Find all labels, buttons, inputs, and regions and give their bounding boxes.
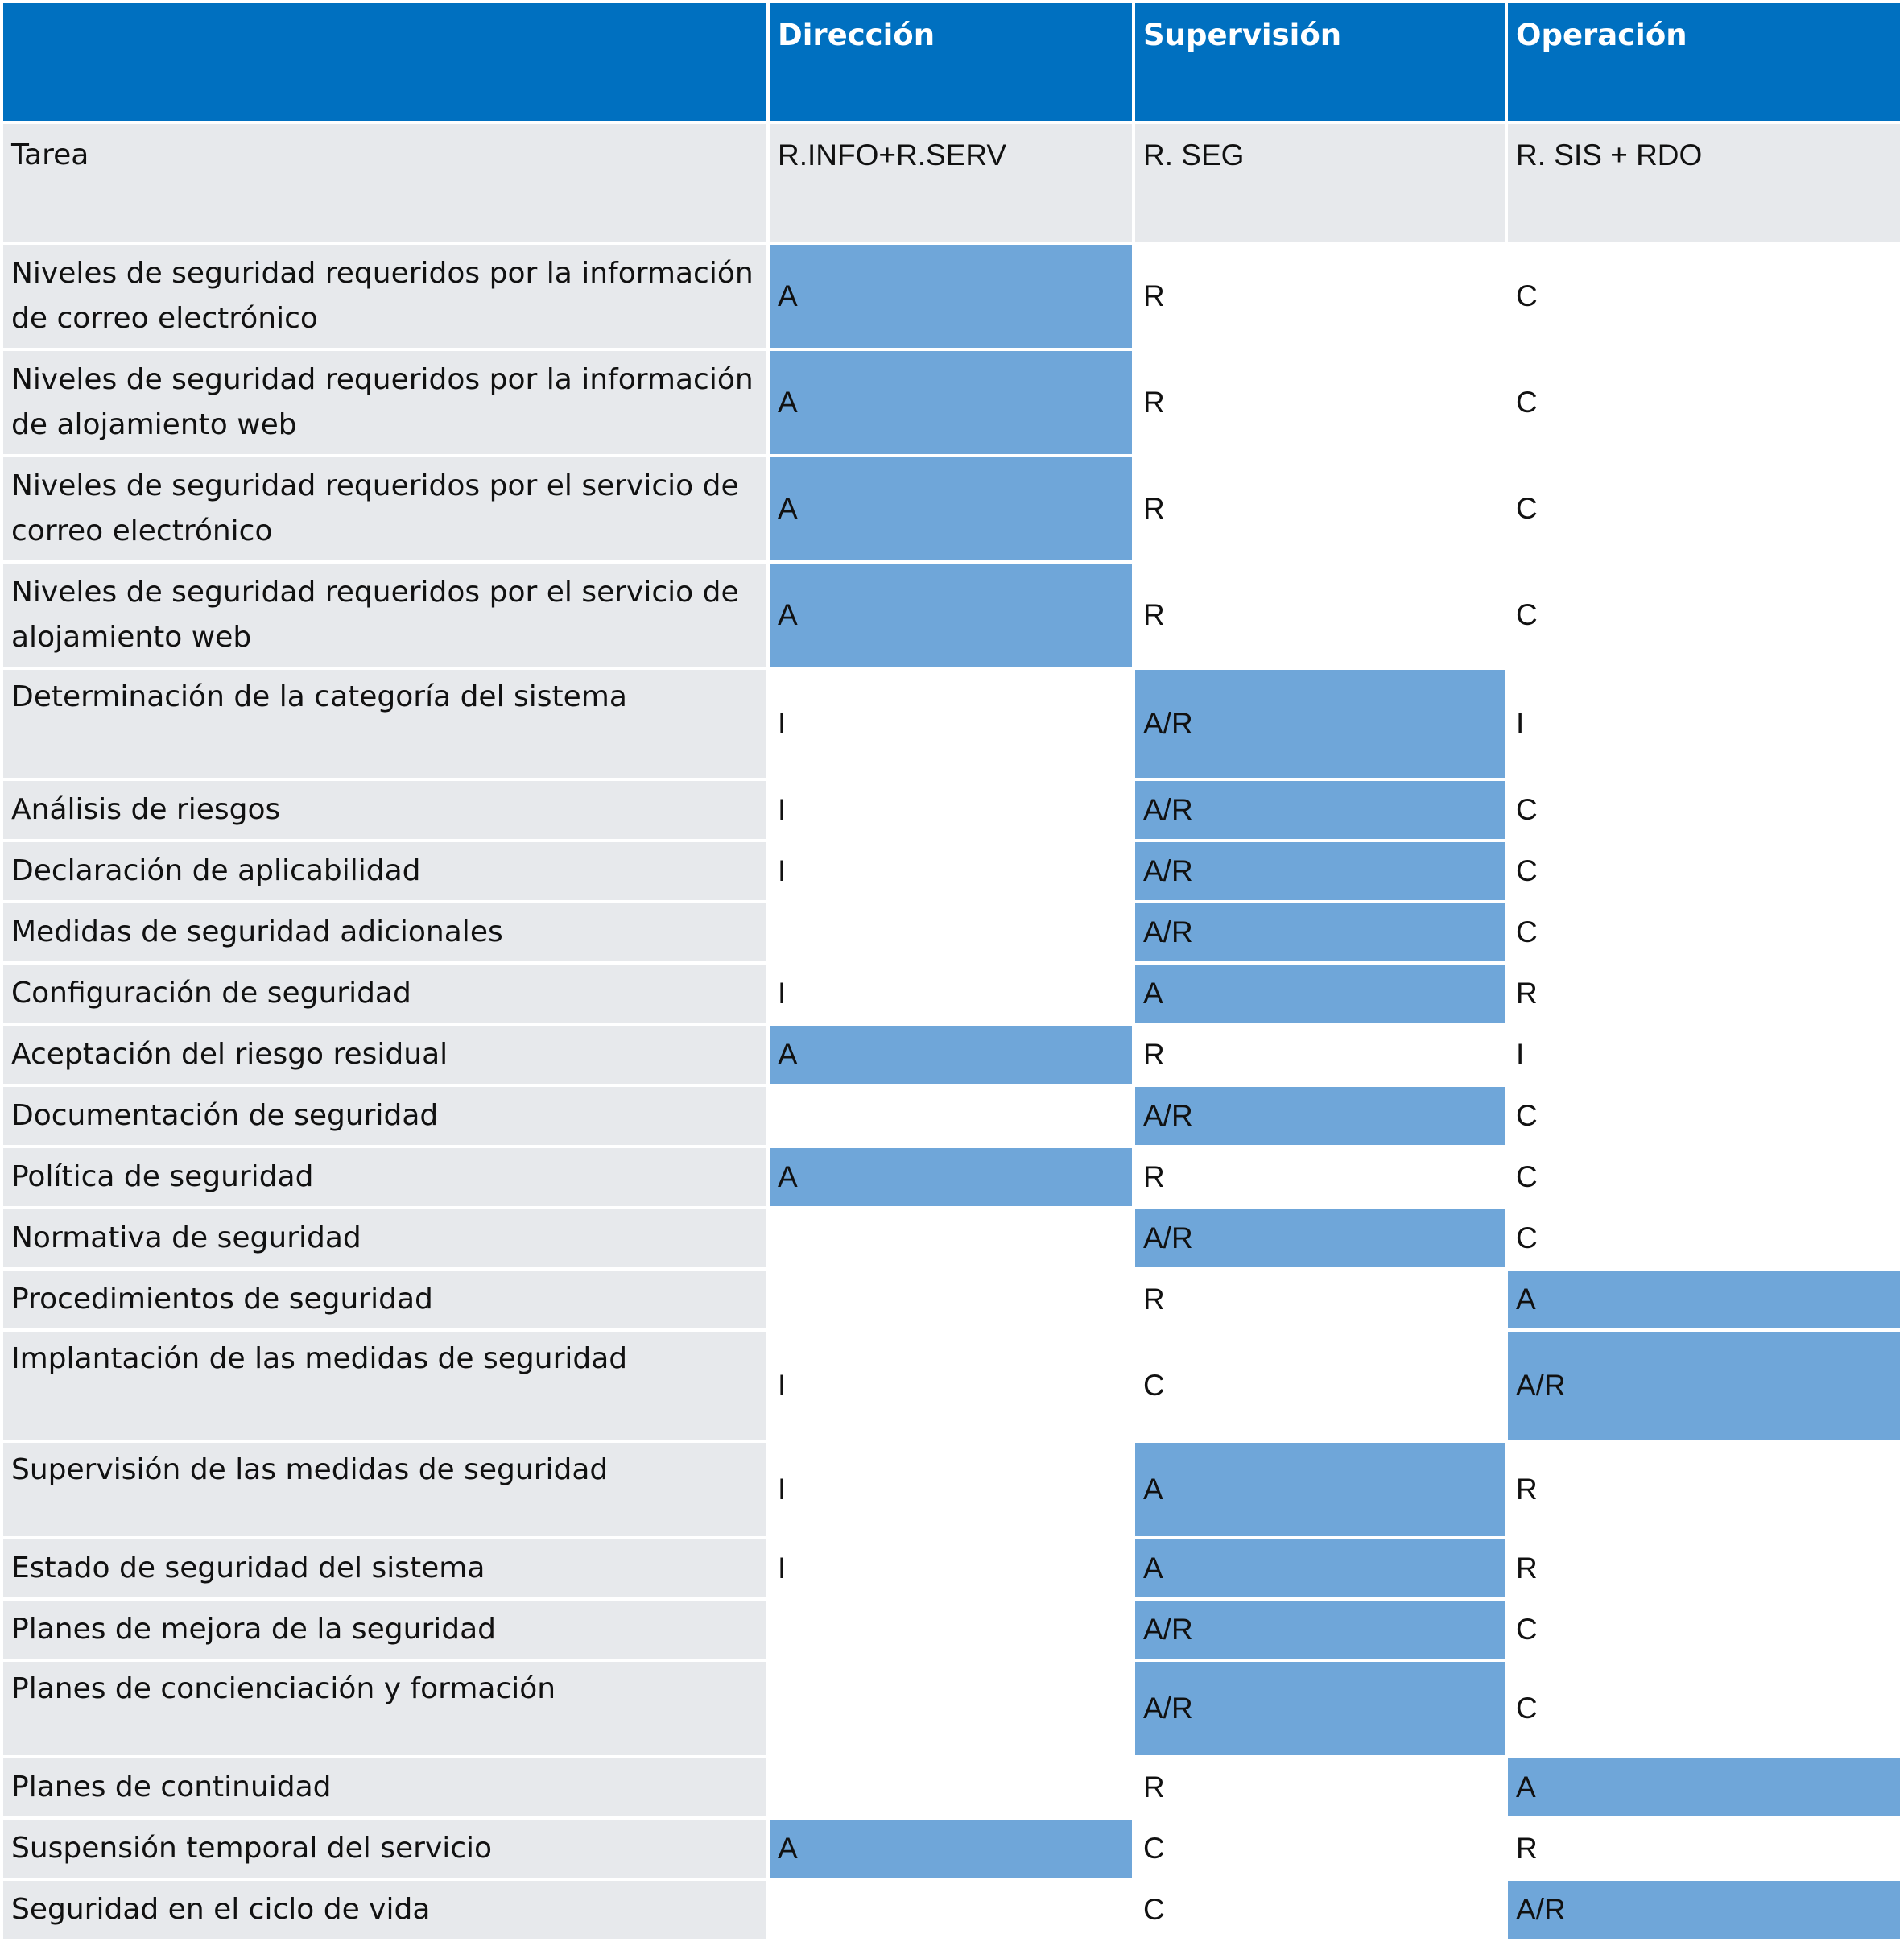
table-row <box>3 1601 1900 1659</box>
header-empty-cell <box>3 3 766 121</box>
raci-cell-supervision: A/R <box>1135 1662 1505 1755</box>
raci-cell-direccion: A <box>770 1148 1132 1206</box>
header-operacion: Operación <box>1508 3 1900 121</box>
table-row <box>3 670 1900 778</box>
task-cell: Análisis de riesgos <box>3 781 766 839</box>
raci-cell-operacion: C <box>1508 1087 1900 1145</box>
table-row <box>3 457 1900 560</box>
task-cell: Estado de seguridad del sistema <box>3 1539 766 1597</box>
raci-cell-direccion: I <box>770 781 1132 839</box>
raci-cell-operacion: C <box>1508 903 1900 961</box>
header-row <box>3 3 1900 121</box>
table-row <box>3 245 1900 348</box>
raci-cell-supervision: C <box>1135 1881 1505 1939</box>
raci-cell-supervision: A/R <box>1135 1601 1505 1659</box>
raci-cell-operacion: A/R <box>1508 1332 1900 1440</box>
roles-row <box>3 124 1900 242</box>
task-cell: Niveles de seguridad requeridos por el servicio de alojamiento web <box>3 564 766 667</box>
task-cell: Suspensión temporal del servicio <box>3 1820 766 1878</box>
raci-cell-supervision: A/R <box>1135 781 1505 839</box>
task-cell: Planes de mejora de la seguridad <box>3 1601 766 1659</box>
table-row <box>3 351 1900 454</box>
raci-cell-operacion: C <box>1508 781 1900 839</box>
raci-cell-supervision: C <box>1135 1332 1505 1440</box>
task-cell: Implantación de las medidas de seguridad <box>3 1332 766 1440</box>
table-row <box>3 1026 1900 1084</box>
raci-cell-operacion: I <box>1508 1026 1900 1084</box>
raci-cell-supervision: A <box>1135 965 1505 1023</box>
raci-cell-direccion: A <box>770 564 1132 667</box>
table-row <box>3 1209 1900 1267</box>
raci-cell-supervision: A/R <box>1135 670 1505 778</box>
raci-cell-supervision: A/R <box>1135 1087 1505 1145</box>
raci-cell-direccion <box>770 1271 1132 1328</box>
table-row <box>3 1087 1900 1145</box>
raci-cell-operacion: C <box>1508 351 1900 454</box>
table-row <box>3 1148 1900 1206</box>
raci-cell-direccion: I <box>770 1332 1132 1440</box>
task-cell: Seguridad en el ciclo de vida <box>3 1881 766 1939</box>
task-cell: Medidas de seguridad adicionales <box>3 903 766 961</box>
tarea-label: Tarea <box>3 124 766 242</box>
table-row <box>3 965 1900 1023</box>
raci-cell-direccion <box>770 903 1132 961</box>
raci-cell-supervision: R <box>1135 1148 1505 1206</box>
raci-cell-direccion: A <box>770 245 1132 348</box>
raci-cell-operacion: C <box>1508 457 1900 560</box>
raci-cell-direccion <box>770 1758 1132 1816</box>
table-row <box>3 1443 1900 1536</box>
task-cell: Determinación de la categoría del sistema <box>3 670 766 778</box>
raci-cell-operacion: R <box>1508 1443 1900 1536</box>
table-row <box>3 781 1900 839</box>
raci-cell-supervision: R <box>1135 564 1505 667</box>
table-row <box>3 1662 1900 1755</box>
raci-cell-supervision: R <box>1135 245 1505 348</box>
raci-cell-operacion: A/R <box>1508 1881 1900 1939</box>
raci-cell-operacion: R <box>1508 1539 1900 1597</box>
raci-cell-operacion: A <box>1508 1271 1900 1328</box>
raci-cell-direccion: I <box>770 965 1132 1023</box>
raci-cell-operacion: C <box>1508 564 1900 667</box>
raci-cell-supervision: R <box>1135 1271 1505 1328</box>
table-row <box>3 564 1900 667</box>
raci-cell-direccion: I <box>770 670 1132 778</box>
raci-cell-direccion: A <box>770 457 1132 560</box>
task-cell: Supervisión de las medidas de seguridad <box>3 1443 766 1536</box>
header-supervision: Supervisión <box>1135 3 1505 121</box>
raci-cell-direccion: I <box>770 842 1132 900</box>
raci-cell-supervision: R <box>1135 1758 1505 1816</box>
raci-cell-supervision: R <box>1135 457 1505 560</box>
raci-cell-operacion: C <box>1508 842 1900 900</box>
task-cell: Normativa de seguridad <box>3 1209 766 1267</box>
table-body <box>3 124 1900 1939</box>
raci-cell-direccion <box>770 1601 1132 1659</box>
raci-cell-direccion: I <box>770 1443 1132 1536</box>
raci-cell-direccion: A <box>770 351 1132 454</box>
table-row <box>3 1539 1900 1597</box>
table-row <box>3 842 1900 900</box>
raci-cell-operacion: I <box>1508 670 1900 778</box>
table-row <box>3 1271 1900 1328</box>
task-cell: Niveles de seguridad requeridos por la información de correo electrónico <box>3 245 766 348</box>
task-cell: Documentación de seguridad <box>3 1087 766 1145</box>
raci-cell-supervision: R <box>1135 351 1505 454</box>
task-cell: Niveles de seguridad requeridos por la información de alojamiento web <box>3 351 766 454</box>
table-row <box>3 903 1900 961</box>
task-cell: Aceptación del riesgo residual <box>3 1026 766 1084</box>
raci-cell-direccion: I <box>770 1539 1132 1597</box>
table-row <box>3 1758 1900 1816</box>
raci-cell-operacion: R <box>1508 965 1900 1023</box>
header-direccion: Dirección <box>770 3 1132 121</box>
raci-cell-operacion: A <box>1508 1758 1900 1816</box>
raci-cell-operacion: R <box>1508 1820 1900 1878</box>
raci-cell-operacion: C <box>1508 245 1900 348</box>
task-cell: Configuración de seguridad <box>3 965 766 1023</box>
raci-cell-direccion <box>770 1662 1132 1755</box>
raci-cell-supervision: R <box>1135 1026 1505 1084</box>
raci-cell-direccion: A <box>770 1820 1132 1878</box>
table-row <box>3 1881 1900 1939</box>
raci-cell-supervision: A <box>1135 1443 1505 1536</box>
raci-cell-supervision: A/R <box>1135 903 1505 961</box>
raci-cell-direccion <box>770 1087 1132 1145</box>
task-cell: Planes de concienciación y formación <box>3 1662 766 1755</box>
role-direccion: R.INFO+R.SERV <box>770 124 1132 242</box>
raci-cell-supervision: C <box>1135 1820 1505 1878</box>
task-cell: Política de seguridad <box>3 1148 766 1206</box>
task-cell: Declaración de aplicabilidad <box>3 842 766 900</box>
raci-cell-direccion: A <box>770 1026 1132 1084</box>
raci-cell-operacion: C <box>1508 1601 1900 1659</box>
raci-cell-direccion <box>770 1209 1132 1267</box>
role-supervision: R. SEG <box>1135 124 1505 242</box>
role-operacion: R. SIS + RDO <box>1508 124 1900 242</box>
raci-cell-supervision: A/R <box>1135 842 1505 900</box>
raci-cell-operacion: C <box>1508 1662 1900 1755</box>
raci-cell-supervision: A <box>1135 1539 1505 1597</box>
raci-cell-operacion: C <box>1508 1209 1900 1267</box>
task-cell: Procedimientos de seguridad <box>3 1271 766 1328</box>
table-row <box>3 1332 1900 1440</box>
task-cell: Niveles de seguridad requeridos por el servicio de correo electrónico <box>3 457 766 560</box>
raci-cell-direccion <box>770 1881 1132 1939</box>
raci-cell-supervision: A/R <box>1135 1209 1505 1267</box>
raci-cell-operacion: C <box>1508 1148 1900 1206</box>
task-cell: Planes de continuidad <box>3 1758 766 1816</box>
table-row <box>3 1820 1900 1878</box>
